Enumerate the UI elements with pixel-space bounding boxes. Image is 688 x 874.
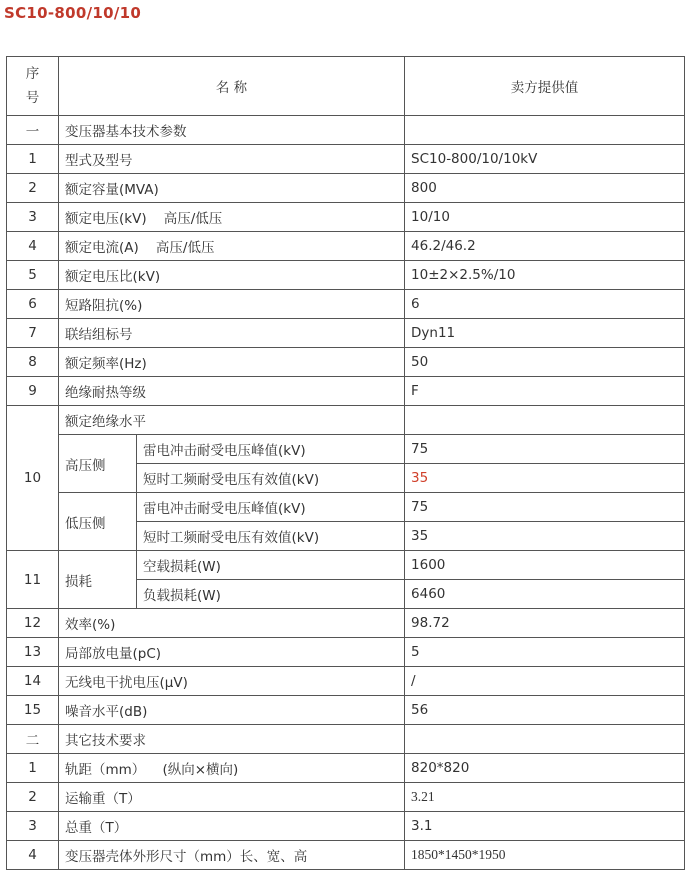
row-name: 额定电压(kV) 高压/低压 <box>59 203 405 232</box>
row-name: 雷电冲击耐受电压峰值(kV) <box>137 493 405 522</box>
table-row <box>7 493 685 522</box>
table-row <box>7 290 685 319</box>
insulation-row <box>7 406 685 435</box>
section-row <box>7 116 685 145</box>
row-value: 6 <box>405 290 685 319</box>
row-value: 3.21 <box>405 783 685 812</box>
row-name: 效率(%) <box>59 609 405 638</box>
section-value <box>405 116 685 145</box>
row-value: 46.2/46.2 <box>405 232 685 261</box>
row-seq: 7 <box>7 319 59 348</box>
row-seq: 12 <box>7 609 59 638</box>
row-name: 短时工频耐受电压有效值(kV) <box>137 522 405 551</box>
row-name: 额定频率(Hz) <box>59 348 405 377</box>
row-value: 75 <box>405 493 685 522</box>
section-label: 其它技术要求 <box>59 725 405 754</box>
row-seq: 3 <box>7 812 59 841</box>
row-value: 10±2×2.5%/10 <box>405 261 685 290</box>
row-name: 负载损耗(W) <box>137 580 405 609</box>
header-value: 卖方提供值 <box>405 57 685 116</box>
row-name: 绝缘耐热等级 <box>59 377 405 406</box>
row-value: F <box>405 377 685 406</box>
row-value: SC10-800/10/10kV <box>405 145 685 174</box>
row-name: 无线电干扰电压(μV) <box>59 667 405 696</box>
row-name: 额定电流(A) 高压/低压 <box>59 232 405 261</box>
table-row <box>7 261 685 290</box>
row-seq: 14 <box>7 667 59 696</box>
table-row <box>7 754 685 783</box>
row-name: 雷电冲击耐受电压峰值(kV) <box>137 435 405 464</box>
row-name: 短路阻抗(%) <box>59 290 405 319</box>
row-name: 空载损耗(W) <box>137 551 405 580</box>
table-row <box>7 841 685 870</box>
lv-side-label: 低压侧 <box>59 493 137 551</box>
loss-label: 损耗 <box>59 551 137 609</box>
row-value: 98.72 <box>405 609 685 638</box>
section-label: 变压器基本技术参数 <box>59 116 405 145</box>
row-seq: 3 <box>7 203 59 232</box>
row-value: 56 <box>405 696 685 725</box>
table-row <box>7 812 685 841</box>
row-value: 75 <box>405 435 685 464</box>
section-value <box>405 725 685 754</box>
row-name: 短时工频耐受电压有效值(kV) <box>137 464 405 493</box>
loss-seq: 11 <box>7 551 59 609</box>
insulation-label: 额定绝缘水平 <box>59 406 405 435</box>
row-name: 变压器壳体外形尺寸（mm）长、宽、高 <box>59 841 405 870</box>
row-name: 局部放电量(pC) <box>59 638 405 667</box>
table-row <box>7 609 685 638</box>
row-value: / <box>405 667 685 696</box>
document-title: SC10-800/10/10 <box>4 4 142 22</box>
row-value: 6460 <box>405 580 685 609</box>
spec-table <box>6 56 685 870</box>
table-row <box>7 174 685 203</box>
section-seq: 二 <box>7 725 59 754</box>
row-name: 额定容量(MVA) <box>59 174 405 203</box>
row-name: 运输重（T） <box>59 783 405 812</box>
row-name: 额定电压比(kV) <box>59 261 405 290</box>
table-row <box>7 348 685 377</box>
table-row <box>7 696 685 725</box>
row-name: 型式及型号 <box>59 145 405 174</box>
row-seq: 2 <box>7 783 59 812</box>
table-row <box>7 551 685 580</box>
insulation-seq: 10 <box>7 406 59 551</box>
row-value: 5 <box>405 638 685 667</box>
row-name: 轨距（mm） (纵向×横向) <box>59 754 405 783</box>
row-value: 800 <box>405 174 685 203</box>
row-value: 1600 <box>405 551 685 580</box>
table-row <box>7 783 685 812</box>
row-seq: 2 <box>7 174 59 203</box>
header-name: 名 称 <box>59 57 405 116</box>
row-seq: 9 <box>7 377 59 406</box>
row-value: 820*820 <box>405 754 685 783</box>
row-value: 10/10 <box>405 203 685 232</box>
row-seq: 4 <box>7 841 59 870</box>
table-row <box>7 667 685 696</box>
table-row <box>7 638 685 667</box>
table-row <box>7 203 685 232</box>
row-value: 35 <box>405 522 685 551</box>
row-seq: 4 <box>7 232 59 261</box>
row-value: 1850*1450*1950 <box>405 841 685 870</box>
section-row <box>7 725 685 754</box>
row-name: 联结组标号 <box>59 319 405 348</box>
hv-side-label: 高压侧 <box>59 435 137 493</box>
section-seq: 一 <box>7 116 59 145</box>
header-row <box>7 57 685 116</box>
insulation-value <box>405 406 685 435</box>
table-row <box>7 377 685 406</box>
row-value-highlight: 35 <box>405 464 685 493</box>
row-value: 3.1 <box>405 812 685 841</box>
header-seq: 序 号 <box>7 57 59 116</box>
row-seq: 1 <box>7 754 59 783</box>
row-seq: 8 <box>7 348 59 377</box>
table-row <box>7 435 685 464</box>
table-row <box>7 145 685 174</box>
row-seq: 5 <box>7 261 59 290</box>
row-seq: 13 <box>7 638 59 667</box>
row-seq: 1 <box>7 145 59 174</box>
row-value: 50 <box>405 348 685 377</box>
row-name: 总重（T） <box>59 812 405 841</box>
table-row <box>7 319 685 348</box>
row-seq: 15 <box>7 696 59 725</box>
row-name: 噪音水平(dB) <box>59 696 405 725</box>
row-seq: 6 <box>7 290 59 319</box>
row-value: Dyn11 <box>405 319 685 348</box>
table-row <box>7 232 685 261</box>
